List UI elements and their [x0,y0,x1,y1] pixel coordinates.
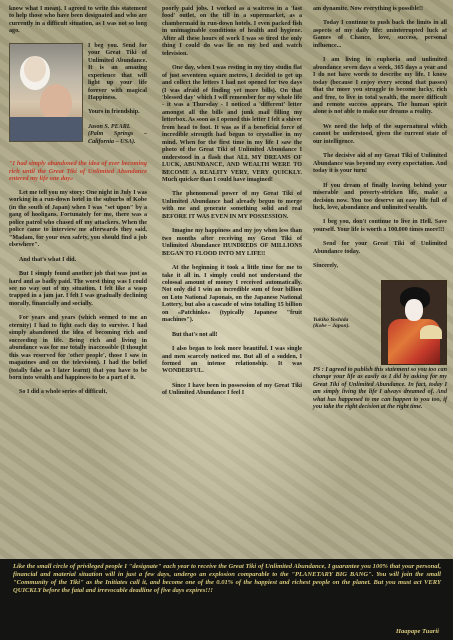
paragraph: Imagine my happiness and my joy when less than two months after receiving my Great Tiki of Unlimited Abundance HUNDREDS OF MILLIONS BEGAN TO FLOOD INTO MY LIFE!! [162,228,302,257]
paragraph: So I did a whole series of difficult, [19,389,108,396]
paragraph: I am living in euphoria and unlimited abundance seven days a week, 365 days a year and I do not have words to describe my life. I know today (because I enjoy every second that passes) that the more you struggle to become lucky, rich and free, to live in total wealth, the more difficult and remote success appears. The human spirit alone is not able to make our dreams a reality. [313,57,447,116]
geisha-photo [381,280,447,365]
face [405,299,423,321]
paragraph: Since I have been in possession of my Great Tiki of Unlimited Abundance I feel I [162,382,302,397]
paragraph: am dynamite. Now everything is possible!! [313,6,424,12]
column-left [9,6,147,404]
paragraph: The phenomenal power of my Great Tiki of Unlimited Abundance had already begun to merge with me and generate something solid and real BEFORE IT WAS EVEN IN MY POSSESSION. [162,191,302,220]
paragraph: I also began to look more beautiful. I was single and men scarcely noticed me. But all of a sudden, I formed an intense relationship. It was WONDERFUL. [162,346,302,375]
postscript: PS : I agreed to publish this statement so you too can change your life as easily as I did by asking for my Great Tiki of Unlimited Abundance. In fact, today I am simply living the life I always dreamed of. And what has happened to me can happen to you too, if you take the right decision at the right time. [313,366,447,410]
paragraph: But I simply found another job that was just as hard and as badly paid. The worst thing was I could see no way out of my situation. I felt like a wasp trapped in a jam jar. I felt I was gradually declining morally, financially and socially. [9,271,147,307]
couple-photo [9,43,83,142]
paragraph: One day, when I was resting in my tiny studio flat of just seventeen square metres, I decided to get up and collect the letters I had not opened for two days (I was afraid of finding yet more bills). On that 'blessed day' which I will remember for my whole life - it was a Thursday - I noticed a 'different' letter amongst all the bills and junk mail filling my letterbox. As soon as I opened this letter I felt a shiver from head to foot. It was as if a beneficial force of incredible strength had begun to crystallise in my mind. When for the first time in my life I saw the photo of the Great Tiki of Unlimited Abundance I understood in a flash that ALL MY DREAMS OF LUCK, ABUNDANCE, AND WEALTH WERE TO BECOME A REALITY VERY, VERY QUICKLY. Much quicker than I could have imagined! [162,65,302,183]
paragraph: Yours in friendship. [88,109,140,116]
pull-quote: "I had simply abandoned the idea of ever becoming rich until the Great Tiki of Unlimited Abundance entered my life one day» [9,160,147,183]
caption-name: Yukiko Yoshida [313,316,349,323]
paragraph: Sincerely, [313,263,339,270]
paragraph: poorly paid jobs. I worked as a waitress in a 'fast food' outlet, on the till in a supermarket, as a chambermaid in run-down hotels. I even packed fish in unimaginable conditions of health and hygiene. After all these hours of work I was so tired the only thing I could do was lie on my bed and watch television. [162,6,302,57]
paragraph: And that's what I did. [19,256,77,263]
shirt [10,117,82,141]
paragraph: If you dream of finally leaving behind your miserable and poverty-stricken life, make a decision now. You too deserve an easy life full of luck, love, abundance and unlimited wealth. [313,182,447,211]
column-right [313,6,447,418]
paragraph: The decisive aid of my Great Tiki of Unlimited Abundance was beyond my every expectation. And today it is your turn! [313,153,447,175]
paragraph: For years and years (which seemed to me an eternity) I had to fight each day to survive. I had simply abandoned the idea of becoming rich and succeeding in life. Being rich and living in abundance was for me totally inaccessible (I thought this was reserved for 'other people', those I saw in magazines and on the television). I had the belief (totally false as I later learnt) that you have to be born into wealth and happiness to be a part of it. [9,315,147,381]
promo-banner [0,559,453,640]
paragraph: I beg you, don't continue to live in Hell. Save yourself. Your life is worth a 100.000 times more!!! [313,219,447,233]
paragraph: I beg you. Send for your Great Tiki of Unlimited Abundance. It is an amazing experience that will light up your life forever with magical Happiness. [88,42,147,101]
paragraph: At the beginning it took a little time for me to take it all in. I simply could not understand the colossal amount of money I received automatically. Not only did I win an incredible sum of four billion on Loto National Japonais, on the Japanese National Lottery, but also a cascade of wins totalling 15 billion on «Patchinko» (typically Japanese "fruit machines"). [162,265,302,324]
paragraph: Send for your Great Tiki of Unlimited Abundance today. [313,241,447,255]
paragraph: Let me tell you my story: One night in July I was working in a run-down hotel in the suburbs of Kobe (in the south of Japan) when I was "set upon" by a gang of hooligans. Fortunately for me, there was a police patrol who chased off my attackers. When the police came to interview me afterwards they said, "Madam, for your own safety, you should find a job elsewhere". [9,190,147,249]
woman-head [20,56,50,90]
banner-text: Like the small circle of privileged people I "designate" each year to receive the Great Tiki of Unlimited Abundance, I guarantee you 100% that your personal, financial and material situation will in just a few days, undergo an explosion comparable to the "PLANETARY BIG BANG". You will join the small "Community of the Tiki" as the Initiates call it, and become one of the 0.01% of the happiest and richest people on the planet. But you must act VERY QUICKLY before the fatal and irrevocable deadline of five days expires!!! [13,563,441,595]
caption-location: (Kobe – Japon). [313,323,350,330]
signature-location: (Palm Springs – California – USA). [88,131,147,145]
column-middle [162,6,302,405]
paragraph: But that's not all! [172,331,218,338]
paragraph: We need the help of the supernatural which cannot be understood, given the current state of our intelligence. [313,123,447,145]
banner-signature: Haapape Tuarii [395,628,439,635]
paragraph: Today I continue to push back the limits in all aspects of my daily life: uninterrupted luck at Games of Chance, love, success, personal influence... [313,20,447,49]
paragraph: know what I mean). I agreed to write this statement to help those who have been designated and who are currently in a difficult situation, as I was not so long ago. [9,6,147,35]
fan [420,325,442,339]
signature-name: Jason S. PEARL [88,123,131,130]
